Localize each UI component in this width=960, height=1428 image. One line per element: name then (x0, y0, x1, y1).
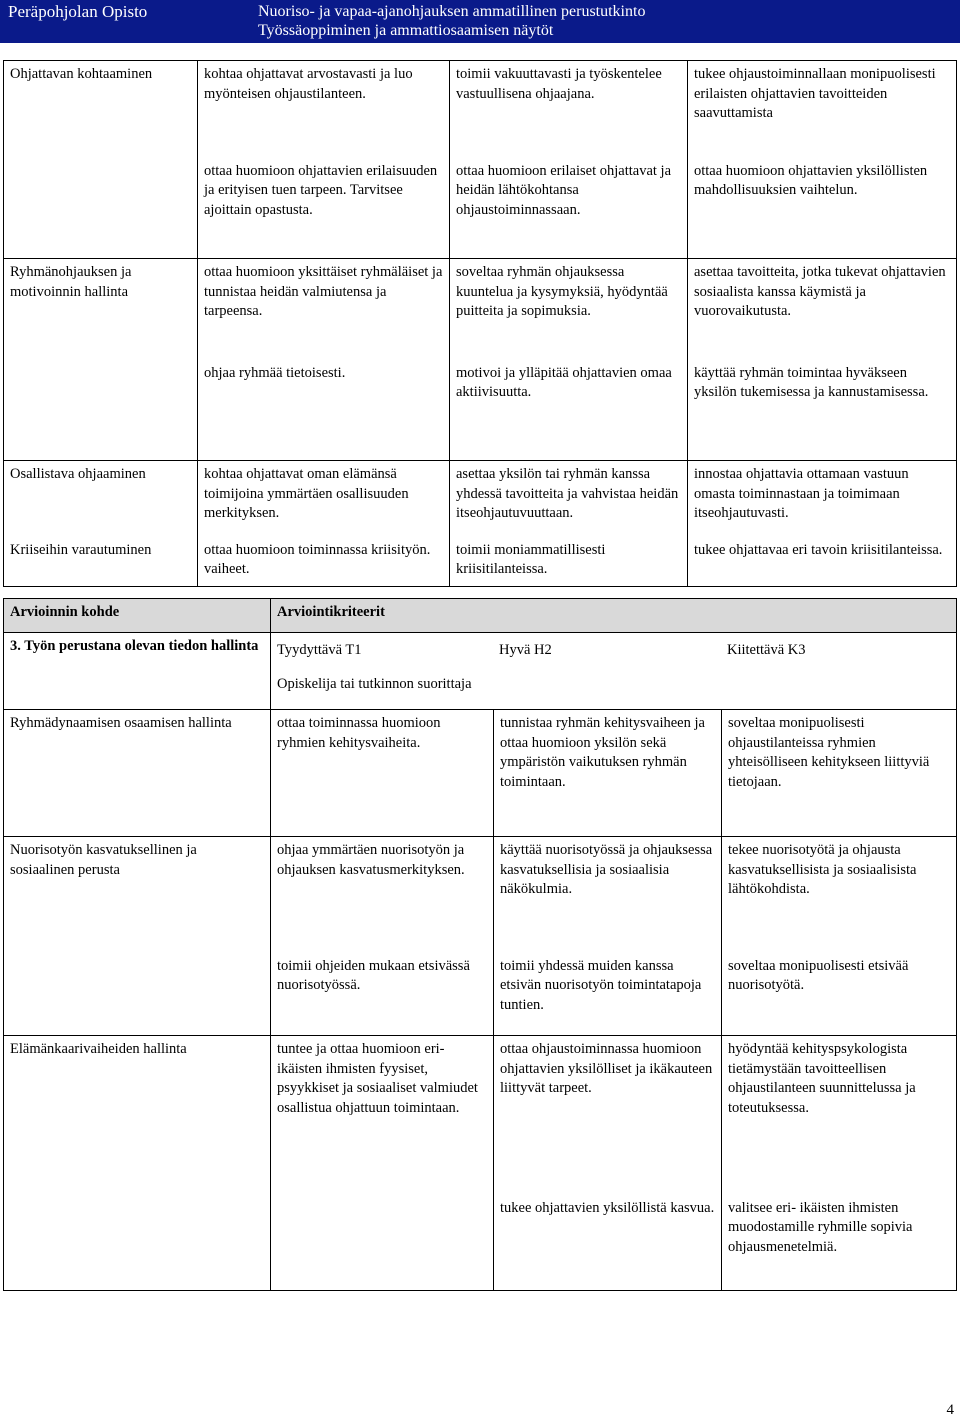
table-row (4, 360, 957, 461)
cell-t1: ottaa huomioon toiminnassa kriisityön. vaiheet. (198, 541, 450, 587)
table-row (4, 461, 957, 541)
cell-t1: ohjaa ymmärtäen nuorisotyön ja ohjauksen kasvatusmerkityksen. (271, 837, 494, 953)
head-kriteerit: Arviointikriteerit (271, 599, 957, 633)
cell-h2: toimii moniammatillisesti kriisitilanteissa. (450, 541, 688, 587)
cell-t1: ohjaa ryhmää tietoisesti. (198, 360, 450, 461)
cell-t1 (271, 1195, 494, 1291)
cell-t1: ottaa huomioon ohjattavien erilaisuuden ja erityisen tuen tarpeen. Tarvitsee ajoittain opastusta. (198, 158, 450, 259)
cell-h2: toimii vakuuttavasti ja työskentelee vastuullisena ohjaajana. (450, 61, 688, 158)
cell-t1: kohtaa ohjattavat arvostavasti ja luo myönteisen ohjaustilanteen. (198, 61, 450, 158)
section-row (4, 633, 957, 710)
table-row (4, 710, 957, 837)
table-header-row (4, 599, 957, 633)
level-h2: Hyvä H2 (499, 642, 552, 658)
row-label: Ryhmänohjauksen ja motivoinnin hallinta (4, 259, 198, 360)
criteria-table-2 (3, 598, 957, 1291)
levels-cell (271, 633, 957, 710)
table-row (4, 1195, 957, 1291)
cell-t1: toimii ohjeiden mukaan etsivässä nuorisotyössä. (271, 953, 494, 1036)
header-line-2: Työssäoppiminen ja ammattiosaamisen näytöt (258, 22, 554, 39)
cell-t1: kohtaa ohjattavat oman elämänsä toimijoina ymmärtäen osallisuuden merkityksen. (198, 461, 450, 541)
cell-k3: soveltaa monipuolisesti ohjaustilanteissa ryhmien yhteisölliseen kehitykseen liittyviä tietojaan. (722, 710, 957, 837)
level-t1: Tyydyttävä T1 (277, 642, 362, 658)
cell-h2: käyttää nuorisotyössä ja ohjauksessa kasvatuksellisia ja sosiaalisia näkökulmia. (494, 837, 722, 953)
cell-t1: ottaa toiminnassa huomioon ryhmien kehitysvaiheita. (271, 710, 494, 837)
cell-h2: soveltaa ryhmän ohjauksessa kuuntelua ja kysymyksiä, hyödyntää puitteita ja sopimuksia. (450, 259, 688, 360)
section-title: 3. Työn perustana olevan tiedon hallinta (4, 633, 271, 710)
cell-k3: tukee ohjaustoiminnallaan monipuolisesti erilaisten ohjattavien tavoitteiden saavuttamista (688, 61, 957, 158)
subject-text: Opiskelija tai tutkinnon suorittaja (277, 676, 472, 692)
cell-k3: hyödyntää kehityspsykologista tietämystään tavoitteellisen ohjaustilanteen suunnittelussa ja toteutuksessa. (722, 1036, 957, 1195)
cell-h2: asettaa yksilön tai ryhmän kanssa yhdessä tavoitteita ja vahvistaa heidän itseohjautuvuuttaan. (450, 461, 688, 541)
cell-k3: tekee nuorisotyötä ja ohjausta kasvatuksellisista ja sosiaalisista lähtökohdista. (722, 837, 957, 953)
cell-k3: asettaa tavoitteita, jotka tukevat ohjattavien sosiaalista kanssa käymistä ja vuorovaikutusta. (688, 259, 957, 360)
row-label: Osallistava ohjaaminen (4, 461, 198, 541)
page-number: 4 (946, 1401, 954, 1418)
page-header (0, 0, 960, 44)
cell-h2: toimii yhdessä muiden kanssa etsivän nuorisotyön toimintatapoja tuntien. (494, 953, 722, 1036)
header-line-1: Nuoriso- ja vapaa-ajanohjauksen ammatillinen perustutkinto (258, 3, 646, 20)
cell-h2: tunnistaa ryhmän kehitysvaiheen ja ottaa huomioon yksilön sekä ympäristön vaikutuksen ryhmän toimintaan. (494, 710, 722, 837)
table-row (4, 61, 957, 158)
row-label (4, 360, 198, 461)
cell-k3: käyttää ryhmän toimintaa hyväkseen yksilön tukemisessa ja kannustamisessa. (688, 360, 957, 461)
row-label: Elämänkaarivaiheiden hallinta (4, 1036, 271, 1195)
row-label (4, 953, 271, 1036)
level-k3: Kiitettävä K3 (727, 642, 806, 658)
cell-k3: soveltaa monipuolisesti etsivää nuorisotyötä. (722, 953, 957, 1036)
cell-k3: innostaa ohjattavia ottamaan vastuun omasta toiminnastaan ja toimimaan itseohjautuvasti. (688, 461, 957, 541)
cell-h2: motivoi ja ylläpitää ohjattavien omaa aktiivisuutta. (450, 360, 688, 461)
table-row (4, 158, 957, 259)
cell-k3: tukee ohjattavaa eri tavoin kriisitilanteissa. (688, 541, 957, 587)
row-label (4, 1195, 271, 1291)
cell-h2: ottaa huomioon erilaiset ohjattavat ja heidän lähtökohtansa ohjaustoiminnassaan. (450, 158, 688, 259)
cell-t1: tuntee ja ottaa huomioon eri-ikäisten ihmisten fyysiset, psyykkiset ja sosiaaliset valmiudet osallistua ohjattuun toimintaan. (271, 1036, 494, 1195)
table-row (4, 259, 957, 360)
table-row (4, 541, 957, 587)
header-titles (250, 0, 960, 43)
table-row (4, 837, 957, 953)
cell-k3: ottaa huomioon ohjattavien yksilöllisten mahdollisuuksien vaihtelun. (688, 158, 957, 259)
row-label: Kriiseihin varautuminen (4, 541, 198, 587)
cell-k3: valitsee eri- ikäisten ihmisten muodostamille ryhmille sopivia ohjausmenetelmiä. (722, 1195, 957, 1291)
cell-h2: tukee ohjattavien yksilöllistä kasvua. (494, 1195, 722, 1291)
table-row (4, 953, 957, 1036)
head-kohde: Arvioinnin kohde (4, 599, 271, 633)
cell-h2: ottaa ohjaustoiminnassa huomioon ohjattavien yksilölliset ja ikäkauteen liittyvät tarpeet. (494, 1036, 722, 1195)
org-name: Peräpohjolan Opisto (0, 0, 250, 43)
row-label: Ohjattavan kohtaaminen (4, 61, 198, 158)
row-label: Nuorisotyön kasvatuksellinen ja sosiaalinen perusta (4, 837, 271, 953)
row-label: Ryhmädynaamisen osaamisen hallinta (4, 710, 271, 837)
table-row (4, 1036, 957, 1195)
criteria-table-1 (3, 60, 957, 587)
row-label (4, 158, 198, 259)
cell-t1: ottaa huomioon yksittäiset ryhmäläiset ja tunnistaa heidän valmiutensa ja tarpeensa. (198, 259, 450, 360)
